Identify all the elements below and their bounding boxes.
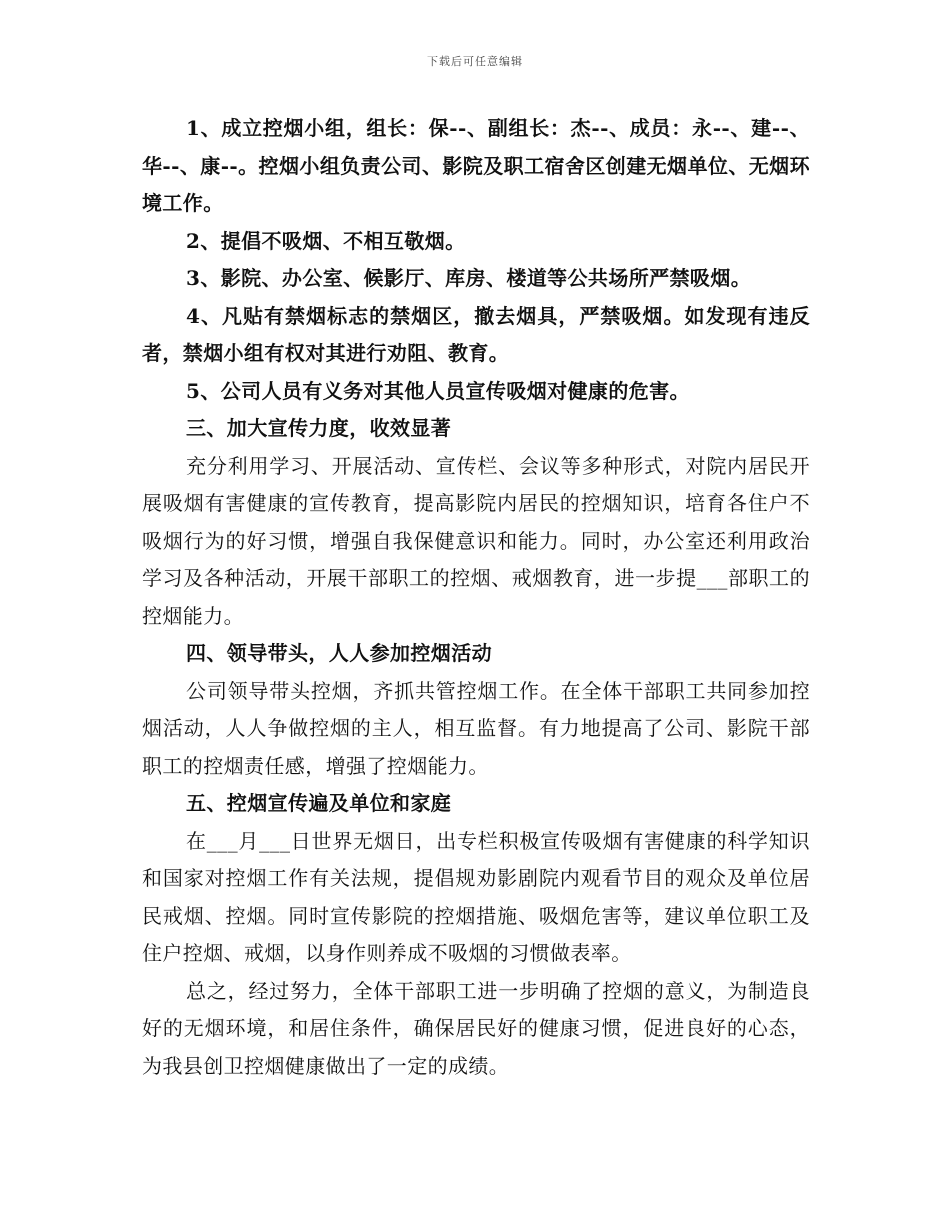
paragraph-leadership: 公司领导带头控烟，齐抓共管控烟工作。在全体干部职工共同参加控烟活动，人人争做控烟的主人，相互监督。有力地提高了公司、影院干部职工的控烟责任感，增强了控烟能力。 [142,678,810,778]
paragraph-4: 4、凡贴有禁烟标志的禁烟区，撤去烟具，严禁吸烟。如发现有违反者，禁烟小组有权对其进行劝阻、教育。 [142,303,810,365]
paragraph-conclusion: 总之，经过努力，全体干部职工进一步明确了控烟的意义，为制造良好的无烟环境，和居住条件，确保居民好的健康习惯，促进良好的心态，为我县创卫控烟健康做出了一定的成绩。 [142,978,810,1078]
paragraph-no-tobacco-day: 在___月___日世界无烟日，出专栏积极宣传吸烟有害健康的科学知识和国家对控烟工作有关法规，提倡规劝影剧院内观看节目的观众及单位居民戒烟、控烟。同时宣传影院的控烟措施、吸烟危害等，建议单位职工及住户控烟、戒烟，以身作则养成不吸烟的习惯做表率。 [142,828,810,965]
section-heading-4: 四、领导带头，人人参加控烟活动 [186,641,492,665]
paragraph-3: 3、影院、办公室、候影厅、库房、楼道等公共场所严禁吸烟。 [186,266,752,290]
paragraph-publicity: 充分利用学习、开展活动、宣传栏、会议等多种形式，对院内居民开展吸烟有害健康的宣传教育，提高影院内居民的控烟知识，培育各住户不吸烟行为的好习惯，增强自我保健意识和能力。同时，办公室还利用政治学习及各种活动，开展干部职工的控烟、戒烟教育，进一步提___部职工的控烟能力。 [142,453,810,628]
header-note: 下载后可任意编辑 [427,55,523,68]
paragraph-2: 2、提倡不吸烟、不相互敬烟。 [186,228,466,253]
paragraph-1: 1、成立控烟小组，组长：保--、副组长：杰--、成员：永--、建--、华--、康--。控烟小组负责公司、影院及职工宿舍区创建无烟单位、无烟环境工作。 [142,116,810,215]
document-body [142,110,810,1085]
paragraph-5: 5、公司人员有义务对其他人员宣传吸烟对健康的危害。 [186,378,690,403]
section-heading-3: 三、加大宣传力度，收效显著 [186,416,452,440]
section-heading-5: 五、控烟宣传遍及单位和家庭 [186,791,452,815]
